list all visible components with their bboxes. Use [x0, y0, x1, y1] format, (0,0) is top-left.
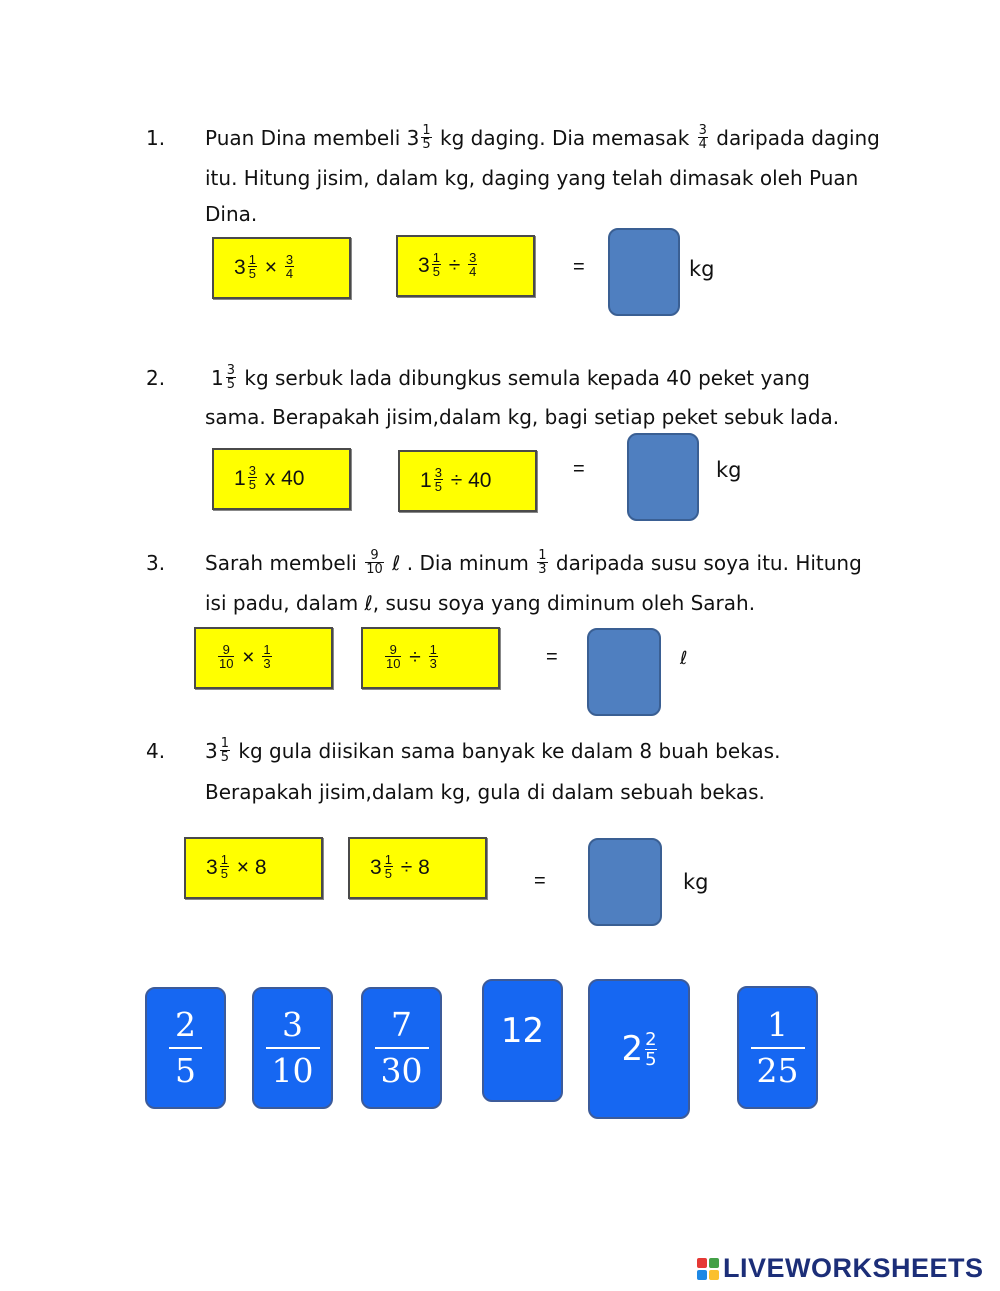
q1-line2: itu. Hitung jisim, dalam kg, daging yang telah dimasak oleh Puan — [205, 166, 859, 190]
answer-card-3-10[interactable]: 3 10 — [252, 987, 333, 1109]
q4-equals: = — [534, 870, 546, 892]
q2-number: 2. — [146, 366, 166, 390]
q2-answer-drop-zone[interactable] — [627, 433, 699, 521]
q2-option-multiply[interactable]: 1 $\frac{3}{5}$ x 40 — [212, 448, 351, 510]
q4-unit: kg — [683, 870, 709, 894]
q2-unit: kg — [716, 458, 742, 482]
q1-option-divide[interactable]: 3 $\frac{1}{5}$ ÷ $\frac{3}{4}$ — [396, 235, 535, 297]
q2-equals: = — [573, 458, 585, 480]
q2-line1: 1 $\frac{3}{5}$ kg serbuk lada dibungkus semula kepada 40 peket yang — [211, 363, 810, 392]
q3-line2: isi padu, dalam ℓ, susu soya yang diminum oleh Sarah. — [205, 591, 756, 615]
q3-number: 3. — [146, 551, 166, 575]
q1-number: 1. — [146, 126, 166, 150]
q1-line3: Dina. — [205, 202, 258, 226]
q4-answer-drop-zone[interactable] — [588, 838, 662, 926]
q4-line1: 3 $\frac{1}{5}$ kg gula diisikan sama banyak ke dalam 8 buah bekas. — [205, 736, 781, 765]
answer-card-12[interactable]: 12 — [482, 979, 563, 1102]
q4-option-multiply[interactable]: 3 $\frac{1}{5}$ × 8 — [184, 837, 323, 899]
brand-name: LIVEWORKSHEETS — [723, 1253, 984, 1283]
q1-equals: = — [573, 256, 585, 278]
answer-card-7-30[interactable]: 7 30 — [361, 987, 442, 1109]
q3-unit: ℓ — [680, 648, 688, 669]
answer-card-2-5[interactable]: 2 5 — [145, 987, 226, 1109]
liveworksheets-logo-icon — [697, 1258, 719, 1280]
liveworksheets-logo — [697, 1253, 984, 1284]
q3-equals: = — [546, 646, 558, 668]
q2-option-divide[interactable]: 1 $\frac{3}{5}$ ÷ 40 — [398, 450, 537, 512]
q3-line1: Sarah membeli $\frac{9}{10}$ ℓ . Dia minum $\frac{1}{3}$ daripada susu soya itu. Hitung — [205, 548, 862, 577]
q3-option-divide[interactable]: $\frac{9}{10}$ ÷ $\frac{1}{3}$ — [361, 627, 500, 689]
q3-option-multiply[interactable]: $\frac{9}{10}$ × $\frac{1}{3}$ — [194, 627, 333, 689]
answer-card-1-25[interactable]: 1 25 — [737, 986, 818, 1109]
q1-unit: kg — [689, 257, 715, 281]
q4-line2: Berapakah jisim,dalam kg, gula di dalam sebuah bekas. — [205, 780, 765, 804]
q1-option-multiply[interactable]: 3 $\frac{1}{5}$ × $\frac{3}{4}$ — [212, 237, 351, 299]
q1-answer-drop-zone[interactable] — [608, 228, 680, 316]
q1-line1: Puan Dina membeli 3 $\frac{1}{5}$ kg daging. Dia memasak $\frac{3}{4}$ daripada daging — [205, 123, 880, 152]
q2-line2: sama. Berapakah jisim,dalam kg, bagi setiap peket sebuk lada. — [205, 405, 840, 429]
q4-number: 4. — [146, 739, 166, 763]
q4-option-divide[interactable]: 3 $\frac{1}{5}$ ÷ 8 — [348, 837, 487, 899]
answer-card-2-2-5[interactable]: 2 2 5 — [588, 979, 690, 1119]
q3-answer-drop-zone[interactable] — [587, 628, 661, 716]
